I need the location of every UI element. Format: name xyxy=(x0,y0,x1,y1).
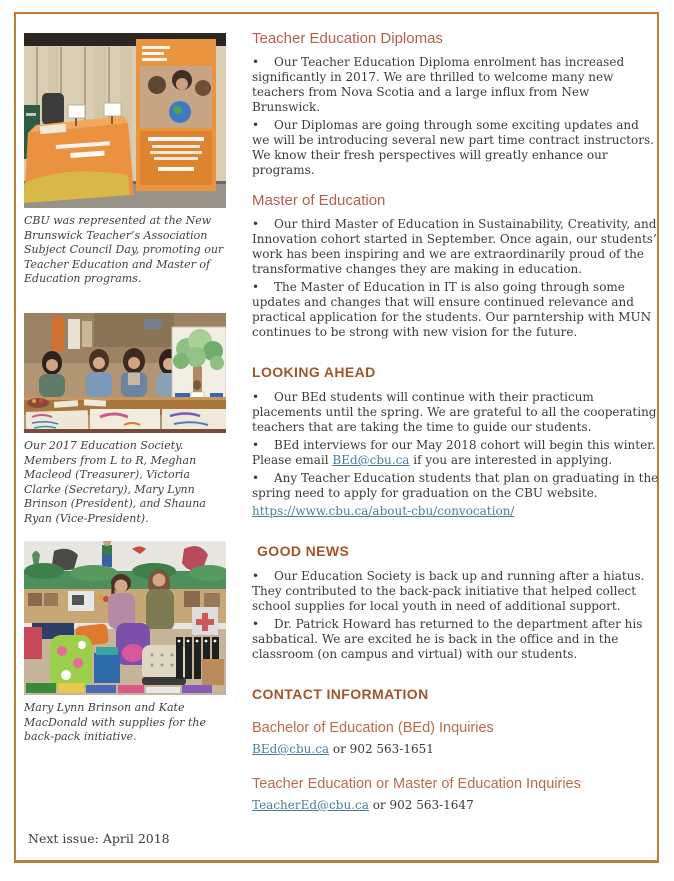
bullet-text: Any Teacher Education students that plan on graduating in the spring need to apply for graduation on the CBU website. xyxy=(252,471,659,500)
convocation-link-line xyxy=(252,504,659,519)
bullet-item xyxy=(252,438,659,468)
bullet-text: Our Teacher Education Diploma enrolment has increased significantly in 2017. We are thrilled to welcome many new teachers from Nova Scotia and a large influx from New Brunswick. xyxy=(252,55,625,114)
teacher-ed-email-link[interactable]: TeacherEd@cbu.ca xyxy=(252,797,369,812)
bullet-marker: • xyxy=(252,471,260,485)
bullet-item xyxy=(252,471,659,501)
contact-heading-bed-inquiries: Bachelor of Education (BEd) Inquiries xyxy=(252,720,494,736)
bullet-text: if you are interested in applying. xyxy=(409,453,613,467)
section-title-master-of-education: Master of Education xyxy=(252,192,386,209)
photo-caption: Mary Lynn Brinson and Kate MacDonald with supplies for the back-pack initiative. xyxy=(24,701,207,744)
bullet-marker: • xyxy=(252,280,260,294)
bullet-marker: • xyxy=(252,390,260,404)
contact-line-bed xyxy=(252,742,659,758)
bullet-text: The Master of Education in IT is also going through some updates and changes that will ensure continued relevance and practical application for the students. Our parntership with MUN continues to be strong with new vision for the future. xyxy=(252,280,652,339)
figure-cbu-booth xyxy=(24,33,230,287)
section-title-good-news: GOOD NEWS xyxy=(257,543,350,559)
photo-caption: Our 2017 Education Society. Members from L to R, Meghan Macleod (Treasurer), Victoria Clarke (Secretary), Mary Lynn Brinson (President), and Shauna Ryan (Vice-President). xyxy=(24,439,206,525)
bullet-text: Dr. Patrick Howard has returned to the department after his sabbatical. We are excited he is back in the office and in the classroom (on campus and virtual) with our students. xyxy=(252,617,643,661)
figure-backpack-initiative xyxy=(24,541,230,745)
bullet-item xyxy=(252,280,659,340)
section-title-teacher-education-diplomas: Teacher Education Diplomas xyxy=(252,30,443,47)
section-title-looking-ahead: LOOKING AHEAD xyxy=(252,364,376,380)
bullet-text: Our Diplomas are going through some exciting updates and we will be introducing several new part time contract instructors. We know their fresh perspectives will greatly enhance our programs. xyxy=(252,118,654,177)
photo-cbu-booth xyxy=(24,33,226,208)
bullet-item xyxy=(252,390,659,435)
bullet-item xyxy=(252,569,659,614)
photo-caption: CBU was represented at the New Brunswick Teacher’s Association Subject Council Day, promoting our Teacher Education and Master of Education programs. xyxy=(24,214,224,286)
bed-email-link[interactable]: BEd@cbu.ca xyxy=(332,453,410,467)
contact-phone: or 902 563-1647 xyxy=(368,797,474,812)
bullet-text: Our Education Society is back up and running after a hiatus. They contributed to the back-pack initiative that helped collect school supplies for local youth in need of additional support. xyxy=(252,569,645,613)
bullet-item xyxy=(252,55,659,115)
bullet-marker: • xyxy=(252,617,260,631)
right-column xyxy=(252,26,659,813)
bullet-text: Our BEd students will continue with their practicum placements until the spring. We are grateful to all the cooperating teachers that are taking the time to guide our students. xyxy=(252,390,657,434)
figure-education-society xyxy=(24,313,230,526)
photo-backpack-initiative xyxy=(24,541,226,695)
bed-contact-email-link[interactable]: BEd@cbu.ca xyxy=(252,742,330,756)
bullet-marker: • xyxy=(252,118,260,132)
convocation-link[interactable]: https://www.cbu.ca/about-cbu/convocation/ xyxy=(252,504,515,518)
backpack-supplies-illustration xyxy=(24,541,226,695)
contact-line-teacher-ed xyxy=(252,798,659,814)
bullet-item xyxy=(252,118,659,178)
education-society-illustration xyxy=(24,313,226,433)
bullet-text: Our third Master of Education in Sustainability, Creativity, and Innovation cohort started in September. Once again, our students’ work has been inspiring and we are extraordinarily proud of the transformative changes they are making in education. xyxy=(252,217,657,276)
bullet-item xyxy=(252,617,659,662)
next-issue-note: Next issue: April 2018 xyxy=(28,831,170,846)
bullet-marker: • xyxy=(252,438,260,452)
cbu-booth-illustration xyxy=(24,33,226,208)
bullet-marker: • xyxy=(252,569,260,583)
contact-phone: or 902 563-1651 xyxy=(329,742,434,756)
section-title-contact-information: CONTACT INFORMATION xyxy=(252,686,429,702)
bullet-item xyxy=(252,217,659,277)
bullet-marker: • xyxy=(252,55,260,69)
photo-education-society xyxy=(24,313,226,433)
contact-heading-teacher-ed-inquiries: Teacher Education or Master of Education Inquiries xyxy=(252,775,581,792)
bullet-marker: • xyxy=(252,217,260,231)
bullet-text: BEd interviews for our May 2018 cohort will begin this winter. Please email xyxy=(252,438,656,467)
